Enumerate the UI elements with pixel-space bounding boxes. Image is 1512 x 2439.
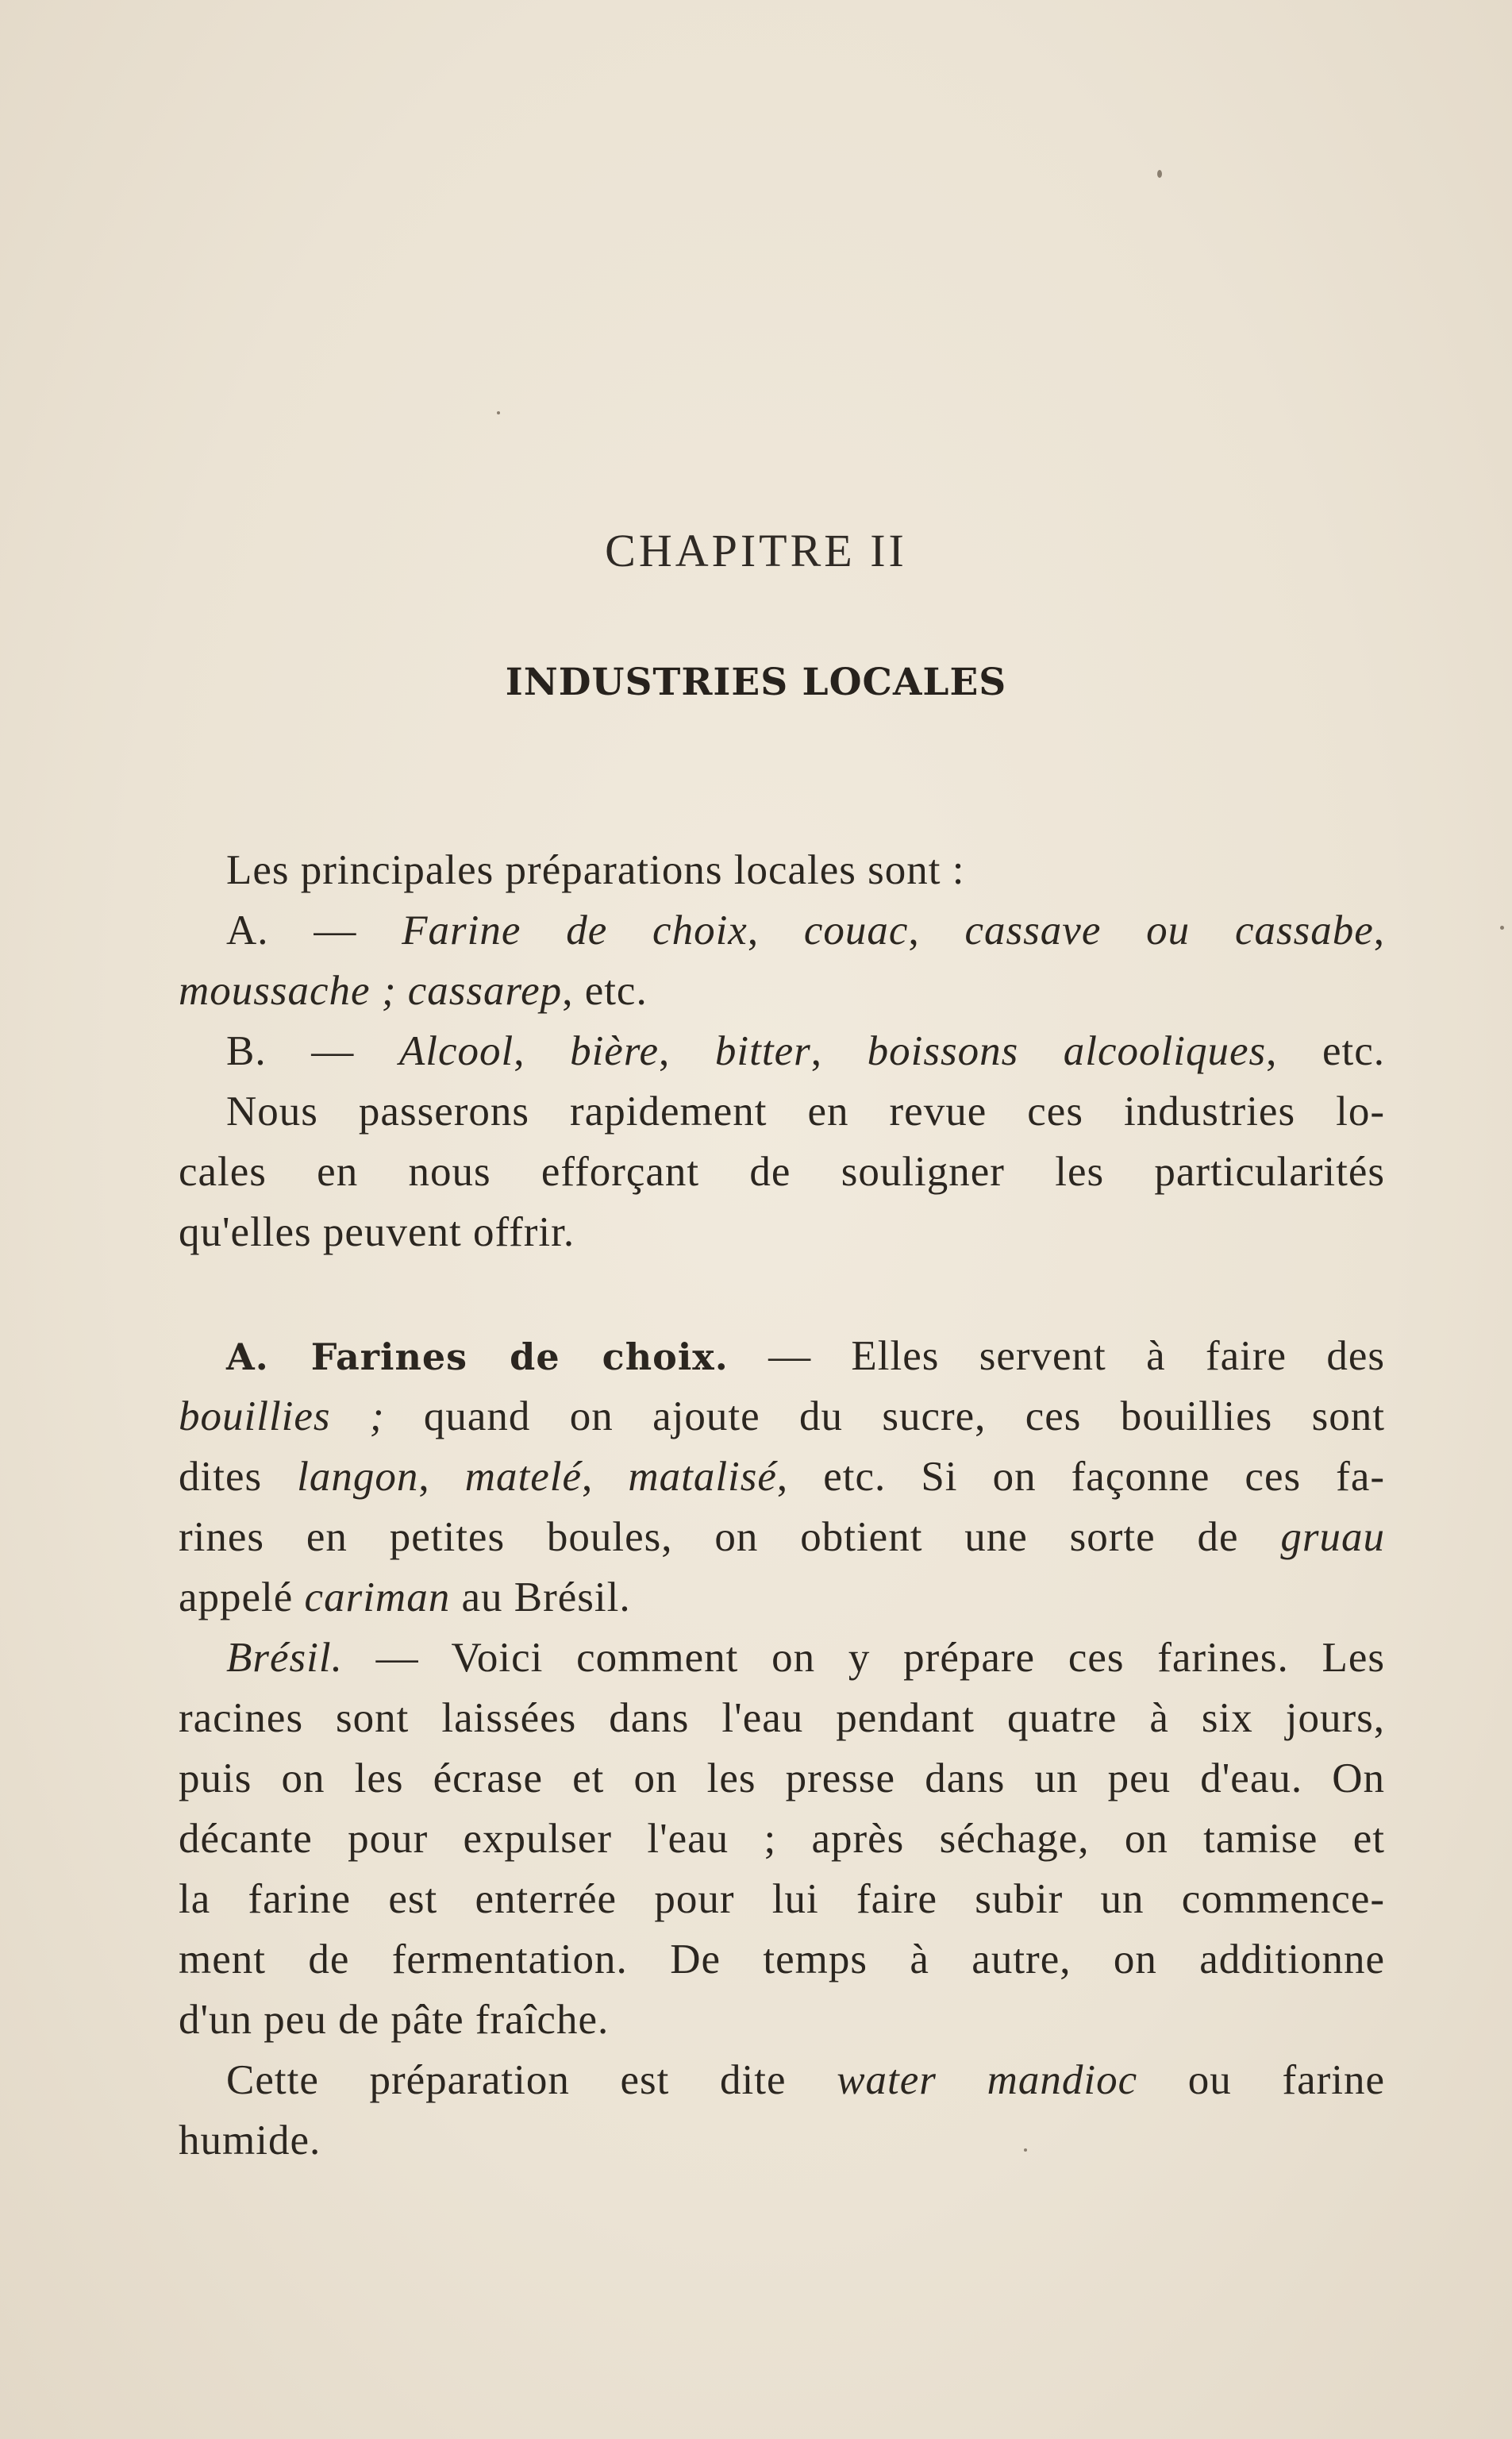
list-item-b: B. — Alcool, bière, bitter, boissons alcooliques, etc. <box>226 1028 1386 1074</box>
paragraph-line: cales en nous efforçant de souligner les particularités <box>179 1149 1385 1195</box>
paragraph-line: racines sont laissées dans l'eau pendant quatre à six jours, <box>179 1695 1385 1741</box>
paper-speck <box>497 411 500 414</box>
paragraph-line: la farine est enterrée pour lui faire subir un commence- <box>179 1876 1385 1922</box>
paragraph-line: d'un peu de pâte fraîche. <box>179 1997 610 2043</box>
chapter-heading: CHAPITRE II <box>605 525 907 576</box>
paragraph-line: humide. <box>179 2117 321 2164</box>
paragraph-line: dites langon, matelé, matalisé, etc. Si on façonne ces fa- <box>179 1454 1385 1500</box>
paper-speck <box>1157 170 1162 178</box>
section-a-heading-line: A. Farines de choix. — Elles servent à faire des <box>226 1333 1386 1379</box>
section-title: INDUSTRIES LOCALES <box>505 661 1007 704</box>
paragraph-line: Cette préparation est dite water mandioc ou farine <box>226 2057 1386 2103</box>
bresil-heading-line: Brésil. — Voici comment on y prépare ces farines. Les <box>226 1635 1386 1681</box>
list-item-a-cont: moussache ; cassarep, etc. <box>179 968 648 1014</box>
paragraph-line: ment de fermentation. De temps à autre, on additionne <box>179 1936 1385 1982</box>
list-item-a: A. — Farine de choix, couac, cassave ou cassabe, <box>226 907 1386 954</box>
paragraph-line: décante pour expulser l'eau ; après séchage, on tamise et <box>179 1816 1385 1862</box>
paragraph-line: Nous passerons rapidement en revue ces industries lo- <box>226 1088 1385 1135</box>
paragraph-line: puis on les écrase et on les presse dans un peu d'eau. On <box>179 1755 1385 1801</box>
paragraph-line: qu'elles peuvent offrir. <box>179 1209 575 1255</box>
paragraph-line: bouillies ; quand on ajoute du sucre, ces bouillies sont <box>179 1393 1386 1439</box>
paper-speck <box>1024 2148 1027 2152</box>
paragraph-line: rines en petites boules, on obtient une sorte de gruau <box>179 1514 1385 1560</box>
paper-speck <box>1500 926 1504 930</box>
intro-line: Les principales préparations locales sont : <box>226 847 965 893</box>
paragraph-line: appelé cariman au Brésil. <box>179 1574 631 1620</box>
